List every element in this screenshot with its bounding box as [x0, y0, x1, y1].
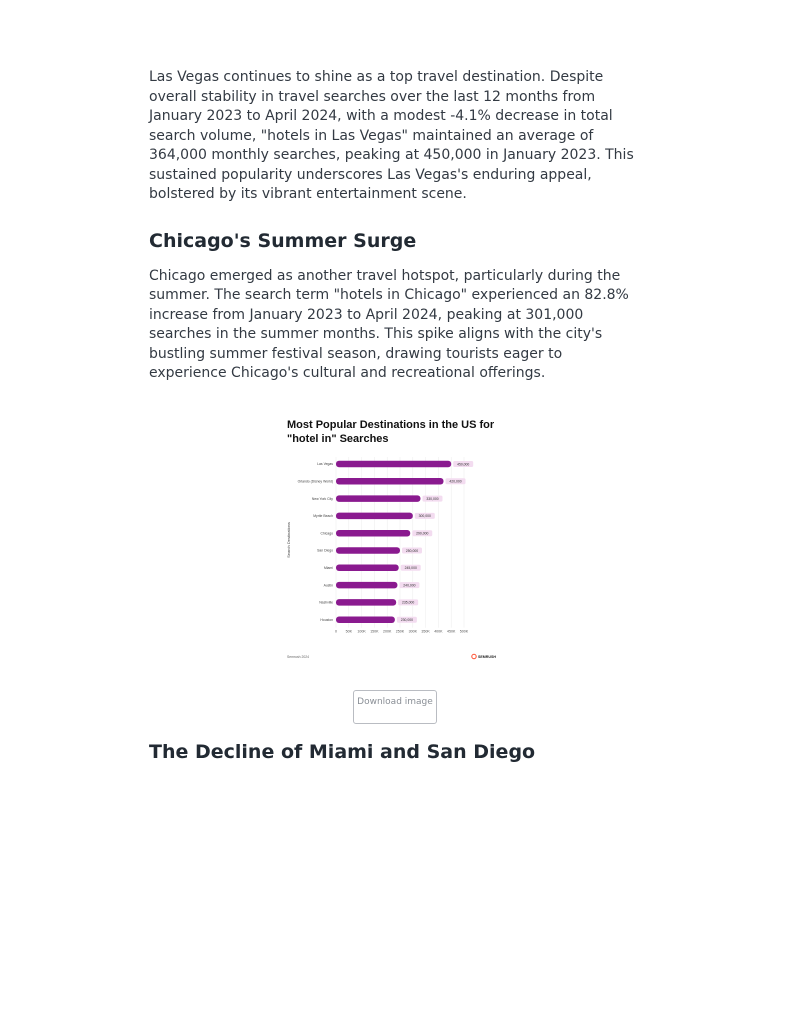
value-label: 245,000 [404, 566, 417, 571]
value-label: 450,000 [457, 462, 470, 467]
x-tick-label: 500K [459, 629, 469, 634]
heading-miami-san-diego: The Decline of Miami and San Diego [149, 741, 536, 763]
value-label: 240,000 [403, 583, 416, 588]
bar [336, 530, 410, 537]
x-tick-label: 200K [382, 629, 392, 634]
value-label: 420,000 [449, 479, 462, 484]
value-label: 330,000 [426, 496, 439, 501]
bar-chart [280, 413, 512, 667]
article-body [149, 68, 639, 384]
x-tick-label: 50K [345, 629, 353, 634]
category-label: Austin [323, 583, 333, 588]
category-label: Nashville [319, 600, 333, 605]
category-label: Las Vegas [317, 462, 333, 467]
x-tick-label: 250K [395, 629, 405, 634]
paragraph-chicago: Chicago emerged as another travel hotspot, particularly during the summer. The search term "hotels in Chicago" experienced an 82.8% increase from January 2023 to April 2024, peaking at 301,000 searches in the summer months. This spike aligns with the city's bustling summer festival season, drawing tourists eager to experience Chicago's cultural and recreational offerings. [149, 267, 629, 381]
download-image-button[interactable]: Download image [353, 690, 437, 724]
value-label: 250,000 [405, 548, 419, 553]
x-tick-label: 350K [421, 629, 430, 634]
x-tick-label: 450K [446, 629, 456, 634]
paragraph-las-vegas: Las Vegas continues to shine as a top travel destination. Despite overall stability in travel searches over the last 12 months from January 2023 to April 2024, with a modest -4.1% decrease in total search volume, "hotels in Las Vegas" maintained an average of 364,000 monthly searches, peaking at 450,000 in January 2023. This sustained popularity underscores Las Vegas's enduring appeal, bolstered by its vibrant entertainment scene. [149, 69, 634, 202]
chart-title: Most Popular Destinations in the US for "hotel in" Searches [287, 419, 495, 445]
x-tick-label: 0 [335, 629, 337, 634]
source-label: Semrush 2024 [287, 655, 310, 659]
value-label: 300,000 [418, 514, 431, 519]
brand-label: SEMRUSH [478, 655, 496, 659]
category-label: Houston [320, 617, 333, 622]
chart-figure [280, 413, 512, 667]
bar [336, 616, 395, 623]
bar [336, 599, 396, 606]
category-label: Chicago [320, 531, 333, 536]
category-label: Miami [323, 566, 333, 570]
value-label: 230,000 [400, 618, 414, 622]
bar [336, 461, 451, 468]
y-axis-label: Search Destinations [286, 522, 291, 558]
bar [336, 565, 399, 572]
bar [336, 547, 400, 554]
bar [336, 478, 444, 485]
bar [336, 513, 413, 520]
x-tick-label: 150K [370, 629, 379, 634]
bar [336, 495, 420, 502]
category-label: Myrtle Beach [313, 514, 333, 519]
category-label: San Diego [317, 548, 333, 553]
category-label: New York City [311, 496, 333, 501]
category-label: Orlando (Disney World) [297, 479, 333, 484]
bar [336, 582, 397, 589]
value-label: 235,000 [402, 600, 415, 605]
value-label: 290,000 [416, 531, 429, 536]
x-tick-label: 300K [408, 629, 418, 634]
heading-chicago: Chicago's Summer Surge [149, 229, 417, 252]
x-tick-label: 100K [357, 629, 366, 634]
x-tick-label: 400K [434, 629, 443, 634]
brand-logo-icon [472, 654, 476, 658]
